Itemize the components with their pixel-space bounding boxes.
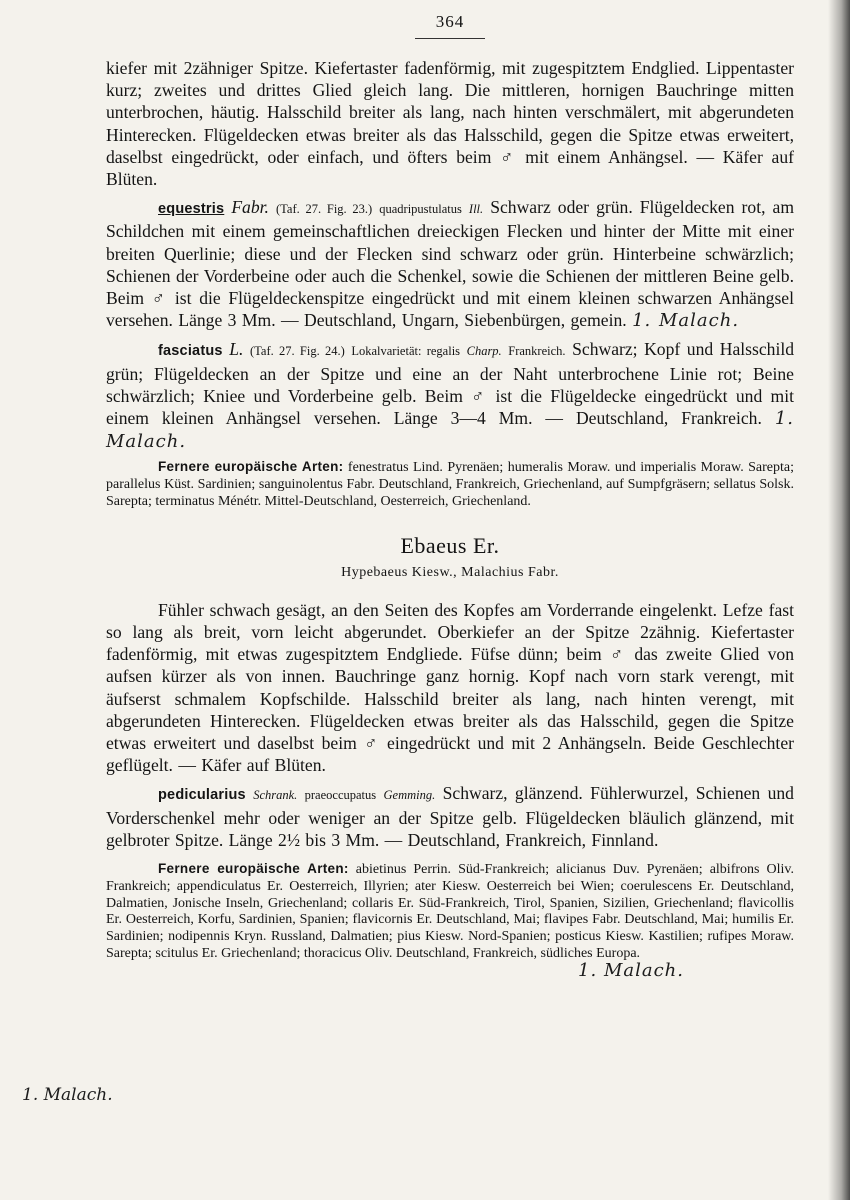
species-fasciatus	[106, 338, 794, 453]
page-number: 364	[435, 12, 465, 31]
further-species-label: Fernere europäische Arten:	[158, 861, 349, 877]
handwritten-signature-line	[106, 959, 794, 982]
further-species-text: fenestratus Lind. Pyrenäen; humeralis Moraw. und imperialis Moraw. Sarepta; parallelus Küst. Sardinien; sanguinolentus Fabr. Deutschland, Frankreich, Griechenland, auf Sumpfgräsern; sellatus Solsk. Sarepta; terminatus Ménétr. Mittel-Deutschland, Oesterreich, Griechenland.	[106, 460, 795, 510]
handwritten-note: 1. Malach.	[632, 310, 740, 332]
page-edge-shadow	[828, 0, 850, 1200]
variety-name: quadripustulatus	[379, 202, 462, 217]
species-name: pedicularius	[158, 787, 246, 804]
species-name: equestris	[158, 201, 225, 218]
species-equestris	[106, 196, 794, 332]
handwritten-margin-note: 1. Malach.	[22, 1085, 113, 1105]
further-species-label: Fernere europäische Arten:	[158, 459, 344, 475]
variety-author: Ill.	[468, 202, 484, 217]
page-number-rule	[415, 38, 485, 39]
species-author: Schrank.	[253, 788, 298, 803]
species-author: Fabr.	[231, 197, 269, 218]
species-author: L.	[229, 339, 244, 360]
further-species-2	[106, 861, 794, 963]
species-text: Schwarz, glänzend. Fühlerwurzel, Schienen und Vorderschenkel mehr oder weniger an der Spitze gelb. Flügeldecken bläulich glänzend, mit gelbroter Spitze. Länge 2½ bis 3 Mm. — Deutschland, Frankreich, Finnland.	[106, 783, 794, 850]
further-species-text: abietinus Perrin. Süd-Frankreich; alicianus Duv. Pyrenäen; albifrons Oliv. Frankreich; appendiculatus Er. Oesterreich, Illyrien; ater Kiesw. Oesterreich bei Wien; coerulescens Er. Deutschland, Dalmatien, Jonische Inseln, Griechenland; collaris Er. Süd-Frankreich, Tirol, Spanien, Sizilien, Griechenland; flavicollis Er. Oesterreich, Korfu, Sardinien, Spanien; flavicornis Er. Deutschland, Mai; flavipes Fabr. Deutschland, Mai; humilis Er. Sardinien; nodipennis Kryn. Russland, Dalmatien; pius Kiesw. Nord-Spanien; posticus Kiesw. Kastilien; rufipes Moraw. Sarepta; scitulus Er. Griechenland; thoracicus Oliv. Deutschland, Frankreich, südliches Europa.	[106, 862, 794, 962]
handwritten-note: 1. Malach.	[578, 959, 684, 981]
plate-reference: (Taf. 27. Fig. 24.)	[249, 344, 345, 359]
book-page	[106, 12, 794, 982]
plate-reference: (Taf. 27. Fig. 23.)	[275, 202, 373, 217]
variety-name: praeoccupatus	[304, 788, 377, 803]
species-name: fasciatus	[158, 343, 223, 360]
variety-author: Gemming.	[383, 788, 436, 803]
handwritten-note: 1. Malach.	[106, 408, 794, 453]
species-pedicularius	[106, 782, 794, 851]
variety-intro: Lokalvarietät: regalis	[351, 344, 461, 359]
genus-description-end: kiefer mit 2zähniger Spitze. Kiefertaster fadenförmig, mit zugespitztem Endglied. Lippentaster kurz; zweites und drittes Glied gleich lang. Die mittleren, hornigen Bauchringe mitten unterbrochen, häutig. Halsschild breiter als lang, nach hinten verschmälert, mit abgerundeten Hinterecken. Flügeldecken etwas breiter als das Halsschild, gegen die Spitze etwas erweitert, daselbst eingedrückt, oder einfach, und öfters beim ♂ mit einem Anhängsel. — Käfer auf Blüten.	[106, 58, 794, 190]
variety-author: Charp.	[466, 344, 502, 359]
species-text: Schwarz oder grün. Flügeldecken rot, am Schildchen mit einem gemeinschaftlichen dreieckigen Flecken und hinter der Mitte mit einer breiten Querlinie; diese und der Flecken sind schwarz oder grün. Hinterbeine schwärzlich; Schienen der Vorderbeine oder auch die Schenkel, sowie die Schienen der mittleren Beine gelb. Beim ♂ ist die Flügeldeckenspitze eingedrückt und mit einem kleinen schwarzen Anhängsel versehen. Länge 3 Mm. — Deutschland, Ungarn, Siebenbürgen, gemein.	[106, 197, 794, 331]
genus-synonyms: Hypebaeus Kiesw., Malachius Fabr.	[341, 564, 559, 580]
genus-title: Ebaeus Er.	[400, 532, 500, 558]
species-text: Schwarz; Kopf und Halsschild grün; Flügeldecken an der Spitze und eine an der Naht unterbrochene Linie rot; Beine schwärzlich; Kniee und Vorderbeine gelb. Beim ♂ ist die Flügeldecke eingedrückt und mit einem kleinen Anhängsel versehen. Länge 3—4 Mm. — Deutschland, Frankreich.	[106, 339, 795, 429]
variety-place: Frankreich.	[508, 344, 566, 359]
genus-description: Fühler schwach gesägt, an den Seiten des Kopfes am Vorderrande eingelenkt. Lefze fast so lang als breit, vorn leicht abgerundet. Oberkiefer an der Spitze 2zähnig. Kiefertaster fadenförmig, mit etwas zugespitztem Endgliede. Füfse dünn; beim ♂ das zweite Glied von aufsen kürzer als von innen. Bauchringe ganz hornig. Kopf nach vorn stark verengt, mit äufserst schmalem Kopfschilde. Halsschild breiter als lang, nach hinten verengt, mit abgerundeten Hinterecken. Flügeldecken etwas breiter als das Halsschild, gegen die Spitze etwas erweitert und daselbst beim ♂ eingedrückt und mit 2 Anhängseln. Beide Geschlechter geflügelt. — Käfer auf Blüten.	[106, 599, 794, 776]
further-species-1	[106, 459, 794, 510]
